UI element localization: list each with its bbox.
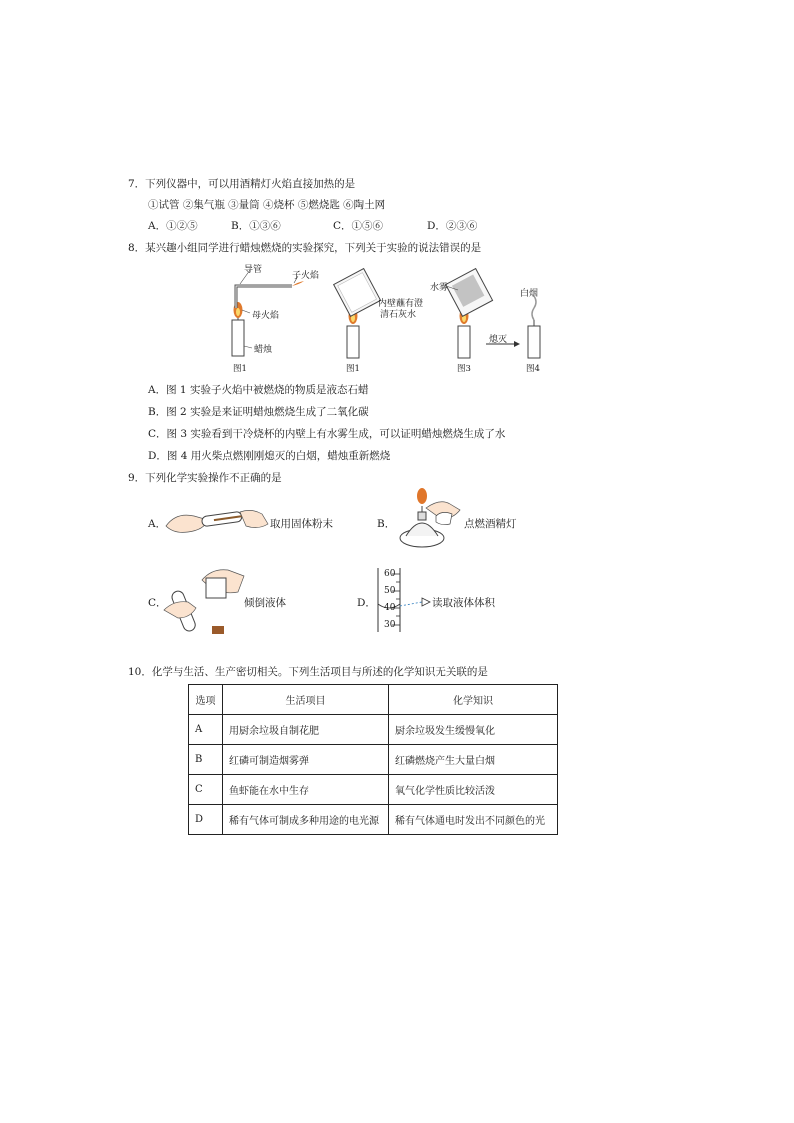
q9-stem: 9．下列化学实验操作不正确的是 bbox=[128, 472, 282, 484]
q9-option-a-letter: A． bbox=[148, 518, 167, 530]
fig4-label-extinguish: 熄灭 bbox=[489, 335, 508, 345]
q10-row-a-chem: 厨余垃圾发生缓慢氧化 bbox=[389, 715, 558, 745]
q8-option-d: D．图 4 用火柴点燃刚刚熄灭的白烟，蜡烛重新燃烧 bbox=[148, 450, 391, 462]
q9-d-tick-40: 40 bbox=[384, 603, 396, 613]
q10-row-d-life: 稀有气体可制成多种用途的电光源 bbox=[223, 805, 389, 835]
fig2-label-limewater-1: 内壁蘸有澄 bbox=[378, 299, 424, 309]
q10-row-b-life: 红磷可制造烟雾弹 bbox=[223, 745, 389, 775]
fig2-label-limewater-2: 清石灰水 bbox=[380, 310, 417, 320]
q10-header-option: 选项 bbox=[189, 685, 223, 715]
q7-stem: 7．下列仪器中，可以用酒精灯火焰直接加热的是 bbox=[128, 178, 356, 190]
table-row bbox=[189, 805, 558, 835]
fig3-caption: 图3 bbox=[457, 364, 471, 374]
q10-row-a-option: A bbox=[189, 715, 223, 745]
q9-a-powder-illustration bbox=[162, 500, 272, 540]
fig4-white-smoke bbox=[528, 296, 540, 358]
fig1-label-child-flame: 子火焰 bbox=[292, 271, 320, 281]
q9-d-tick-50: 50 bbox=[384, 586, 396, 596]
q10-row-c-option: C bbox=[189, 775, 223, 805]
q9-option-c-caption: 倾倒液体 bbox=[244, 597, 286, 609]
q8-option-b: B．图 2 实验是来证明蜡烛燃烧生成了二氧化碳 bbox=[148, 406, 369, 418]
q9-option-b-letter: B． bbox=[377, 518, 396, 530]
fig1-label-tube: 导管 bbox=[244, 265, 263, 275]
fig4-label-white-smoke: 白烟 bbox=[520, 289, 539, 299]
q9-option-d-letter: D． bbox=[357, 597, 376, 609]
q9-d-cylinder-illustration bbox=[370, 564, 440, 636]
q10-row-a-life: 用厨余垃圾自制花肥 bbox=[223, 715, 389, 745]
q7-option-b: B．①③⑥ bbox=[231, 220, 281, 232]
q10-row-d-chem: 稀有气体通电时发出不同颜色的光 bbox=[389, 805, 558, 835]
q10-row-c-chem: 氧气化学性质比较活泼 bbox=[389, 775, 558, 805]
q10-row-d-option: D bbox=[189, 805, 223, 835]
q9-d-tick-60: 60 bbox=[384, 569, 396, 579]
q9-option-c-letter: C． bbox=[148, 597, 167, 609]
q7-option-a: A．①②⑤ bbox=[148, 220, 198, 232]
q9-b-lamp-illustration bbox=[392, 486, 472, 554]
q9-option-b-caption: 点燃酒精灯 bbox=[464, 518, 517, 530]
q8-option-c: C．图 3 实验看到干冷烧杯的内壁上有水雾生成，可以证明蜡烛燃烧生成了水 bbox=[148, 428, 506, 440]
fig1-label-candle: 蜡烛 bbox=[254, 345, 273, 355]
q9-option-a-caption: 取用固体粉末 bbox=[270, 518, 333, 530]
table-row bbox=[189, 745, 558, 775]
table-row bbox=[189, 715, 558, 745]
q10-row-b-chem: 红磷燃烧产生大量白烟 bbox=[389, 745, 558, 775]
fig3-cold-beaker bbox=[446, 269, 493, 358]
fig3-label-water-mist: 水雾 bbox=[430, 283, 449, 293]
q7-option-d: D．②③⑥ bbox=[427, 220, 478, 232]
q7-items: ①试管 ②集气瓶 ③量筒 ④烧杯 ⑤燃烧匙 ⑥陶土网 bbox=[148, 199, 386, 211]
q10-table bbox=[188, 684, 558, 835]
q8-option-a: A．图 1 实验子火焰中被燃烧的物质是液态石蜡 bbox=[148, 384, 369, 396]
q10-header-chem-knowledge: 化学知识 bbox=[389, 685, 558, 715]
fig2-limewater-beaker bbox=[334, 269, 381, 358]
fig2-caption: 图1 bbox=[346, 364, 360, 374]
q9-c-pour-illustration bbox=[162, 560, 248, 640]
q9-option-d-caption: 读取液体体积 bbox=[432, 597, 495, 609]
table-row bbox=[189, 775, 558, 805]
q10-row-b-option: B bbox=[189, 745, 223, 775]
q9-d-tick-30: 30 bbox=[384, 620, 396, 630]
q8-stem: 8．某兴趣小组同学进行蜡烛燃烧的实验探究，下列关于实验的说法错误的是 bbox=[128, 242, 482, 254]
q7-option-c: C．①⑤⑥ bbox=[333, 220, 384, 232]
q10-table-header bbox=[189, 685, 558, 715]
q10-stem: 10．化学与生活、生产密切相关。下列生活项目与所述的化学知识无关联的是 bbox=[128, 666, 488, 678]
fig1-caption: 图1 bbox=[233, 364, 247, 374]
fig1-label-mother-flame: 母火焰 bbox=[252, 311, 280, 321]
q10-header-life-item: 生活项目 bbox=[223, 685, 389, 715]
fig4-caption: 图4 bbox=[526, 364, 540, 374]
q10-row-c-life: 鱼虾能在水中生存 bbox=[223, 775, 389, 805]
